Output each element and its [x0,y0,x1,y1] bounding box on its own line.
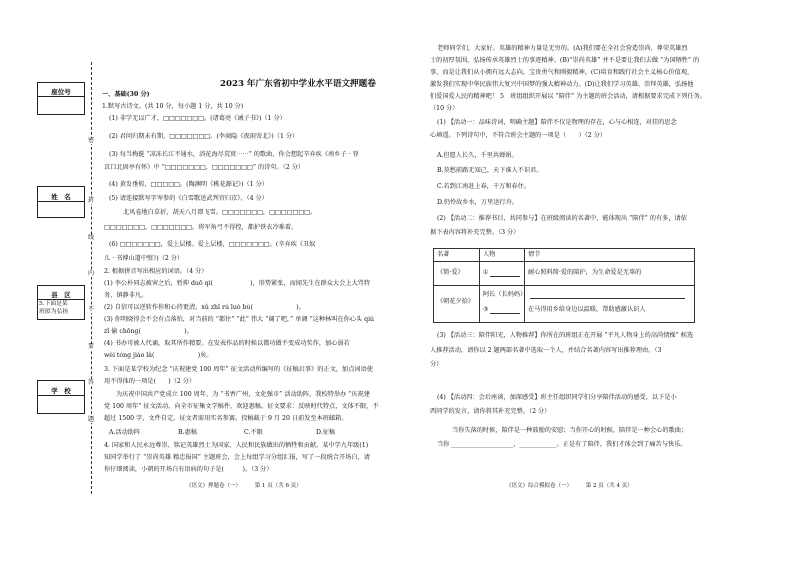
activity-4-fill: 当你 ____________________，____________。正是有了陪伴，我们才体会到了痛苦与快乐。 [437,441,687,448]
county-note-line-2: 班拟为弘扬 [39,309,68,315]
table-header: 情节 [528,251,541,258]
question-2-3: (3) 你明晓得会不会有点落怕，对当前的 “都往” “此” 伟大 “阔了吧，” 单调 “这种林叫在你心头 qiú [104,316,375,323]
question-3: 3. 下面是某学校为纪念 “庆祝建党 100 周年” 征文活动所编写的《征稿启事》的正文，加点词语使 [104,366,373,373]
table-cell-book: 《简·爱》 [437,269,464,276]
page2-paragraph: 们爱国爱人民的精神吧！ 5 班组组织开展以 “陪伴” 为主题的班会活动，请根据要求完成下列任务。 [430,93,707,100]
activity-4-speech: 当你失落的时候，陪伴是一种鼓励的安慰；当你开心的时候，陪伴是一种会心的歌曲； [452,427,688,434]
school-box [37,380,85,414]
page2-paragraph: （10 分） [430,105,459,112]
question-1-5: (5) 请连接默写字岑参的《白雪歌送武判官归京》。（4 分） [109,195,268,202]
page2-paragraph: 士的初厚氛围，弘扬传承英雄烈士的事迹精神。(B)“崇尚英雄” 并不是要让我们去做 “为国牺牲” 的 [430,57,700,64]
table-cell-person: ① [483,269,489,276]
county-box [37,285,85,320]
seat-number-box [37,82,85,115]
question-2-2: (2) 自信可以逆转作你和心持更清，xǔ zhǐ rú luò bù( )。 [104,304,305,311]
question-1-6: (6) □□□□□□□，爱上层楼。爱上层楼，□□□□□□□。(辛弃疾《丑奴 [109,241,316,248]
question-1-1: (1) 非学无以广才，□□□□□□□。(诸葛亮《诫子书》)（1 分） [109,115,286,122]
table-cell-plot: 耐心照料简·爱的陪护，为生命爱是无辜的 [528,269,642,276]
question-1-6-cont: 儿 · 书博山道中壁》)（2 分） [104,255,184,262]
page2-paragraph: 激发我们实现中华民族伟大复兴中国梦的强大精神动力。(D)让我们学习英雄、崇拜英雄，弘扬他 [430,81,694,88]
seat-number-label: 座位号 [51,88,71,96]
question-3-option: B.惠稿 [178,429,197,436]
exam-title: 2023 年广东省初中学业水平语文押题卷 [220,79,376,89]
seal-char: 要 [88,343,95,350]
question-3-passage-2: 党 100 周年” 征文活动，向全市征集文学稿件，欢迎惠稿。征文要求：反映时代特点，文体不限，不 [104,403,379,410]
question-3-option: D.征稿 [316,429,336,436]
question-1-4: (4) 黄发垂髫，□□□□□。(陶渊明《桃花源记》)（1 分） [109,181,268,188]
question-1-3: (3) 每当梅挺 “凉冻长江不通水，浴花海尽荒窝⋯⋯” 的歌曲，你会想起辛弃疾《南乡子 · 登 [109,151,359,158]
seal-char: 密 [88,137,95,144]
question-2-4: (4) 书办可被人代诵，取其所作精要。在发表作品的时候以微功做不变成功奖作，加心弱若 [104,340,350,347]
county-note-line-1: 5.下面是某 [39,301,68,307]
activity-2-cont: 据下表内容将补充完整。（3 分） [430,229,520,236]
book-table [433,248,695,323]
activity-1: (1) 【活动一：品味诗词，明确主题】陪伴不仅是物理的存在，心与心相连，对挂的思念 [437,119,677,126]
seal-char: 答 [88,379,95,386]
seal-line [91,62,92,494]
section-heading: 一、基础(30 分) [102,91,150,98]
seal-char: 封 [88,197,95,204]
activity-4: (4) 【活动四：会后座谈，加深感受】班主任组织同学们分享陪伴活动的感受，以下是小 [437,394,677,401]
seal-char: 线 [88,234,95,241]
activity-2: (2) 【活动二：推荐书目，共同参与】在班级阅读的名著中，能体现出 “陪伴” 的有多，请依 [437,215,687,222]
question-3-option: C.不限 [244,429,263,436]
question-3-option: A.活动助阵 [109,429,141,436]
table-cell-plot: 在马得用乡给身边以温暖，帮助感激认识人 [528,306,646,313]
county-label: 县 区 [51,291,71,299]
question-2-4-cont: wèi tóng jiáo là( )矣。 [104,352,213,359]
seal-char: 题 [88,416,95,423]
question-3-passage-1: 为庆祝中国共产党成立 100 周年，为 “书香广州，文化强市” 活动助阵，我校特举办 “庆祝建 [116,391,370,398]
page2-paragraph: 事，而是让我们从小拥有远大志向，宝贵勇气和刚毅精神。(C)培育和践行社会主义核心价值观， [430,69,694,76]
seal-char: 不 [88,306,95,313]
question-4: 4. 国家和人民永远尊崇、铭记英雄烈士为国家、人民和民族做出的牺牲和贡献。某中学九年级(1) [104,442,369,449]
question-3-cont: 用不得体的一项是( )（2 分） [104,378,196,385]
question-2-1-cont: 务，镇静非凡。 [104,292,148,299]
activity-3: (3) 【活动三：陪伴阳光，人物推荐】你所在的班组正在开展 “平凡人物身上的高尚情操” 候选 [437,332,694,339]
question-1-5-line-1: 北风卷地白草折，胡天八月即飞雪。□□□□□□□，□□□□□□□。 [123,209,317,216]
activity-1-option-c: C.若到江南赶上春，千万和春住。 [437,183,531,190]
activity-1-option-a: A.但愿人长久，千里共婵娟。 [437,152,518,159]
activity-1-option-d: D.仍怜故乡水，万里送行舟。 [437,199,518,206]
question-1-2: (2) 君问归期未有期，□□□□□□□。(李商隐《夜雨寄北》)（1 分） [109,133,299,140]
table-cell-person: 阿长（长妈妈） [483,291,527,298]
activity-3-cont: 人推荐活动，请你以 2 题两部名著中选取一个人，并结合名著内容写出推荐理由。（3 [430,347,662,354]
page2-paragraph: 老师同学们，大家好。英雄的精神力量是无穷的。(A)我们要在全社会营造崇尚、尊荣英雄烈 [437,45,688,52]
page-1-footer: 《语文》押题卷（一） 第 1 页（共 6 页） [186,483,302,489]
activity-1-option-b: B.莫愁前路无知己，天下谁人不识君。 [437,167,543,174]
table-header: 人物 [483,251,496,258]
question-4-cont-1: 知同学举行了 “崇尚英雄 精忠报国” 主题班会，会上每组学习分组汇报，写了一段统合开场白，请 [104,454,370,461]
page-2-footer: 《语文》综合模拟卷（一） 第 2 页（共 4 页） [506,483,633,489]
question-1-5-line-2: □□□□□□□，□□□□□□□。将军角弓不得控，都护铁衣冷难着。 [104,224,298,231]
question-1-3-cont: 京口北固亭有怀》中 “□□□□□□□，□□□□□□□” 的诗句。（2 分） [104,164,305,171]
activity-1-cont: 心填遥。下列诗句中，不符合班会主题的一项是（ ）（2 分） [430,132,607,139]
fill-blank-line [530,298,685,299]
activity-4-cont: 西同学的发言，请你将其补充完整。（2 分） [430,408,551,415]
school-label: 学 校 [51,387,71,395]
question-2: 2. 根据拼音写出相应的词语。（4 分） [104,268,208,275]
question-2-1: (1) 李公朴同志被害之后，暂抑 duō qí( )，形势紧张，而闻先生在群众大会上大骂特 [104,280,371,287]
question-1: 1.默写古诗文。(共 10 分，每小题 1 分，共 10 分) [102,103,244,110]
seal-char: 内 [88,270,95,277]
table-cell-book: 《朝花夕拾》 [437,298,475,305]
name-box [37,186,85,218]
activity-3-cont-2: 分） [430,361,443,368]
fill-blank-line [490,313,520,314]
question-4-cont-2: 你仔细阅读，小朝的开场白有语病的句子是( )。（3 分） [104,466,273,473]
table-header: 名著 [437,251,450,258]
question-3-passage-3: 超过 1500 字，文件自定。征文者需用实名参赛。投稿截于 9 月 20 日前发至本班邮箱。 [104,415,348,422]
table-cell-person: ③ [483,306,489,313]
question-2-3-cont: zǐ 偷 chōng( )。 [104,328,193,335]
name-label: 姓 名 [51,193,71,201]
fill-blank-line [490,276,520,277]
